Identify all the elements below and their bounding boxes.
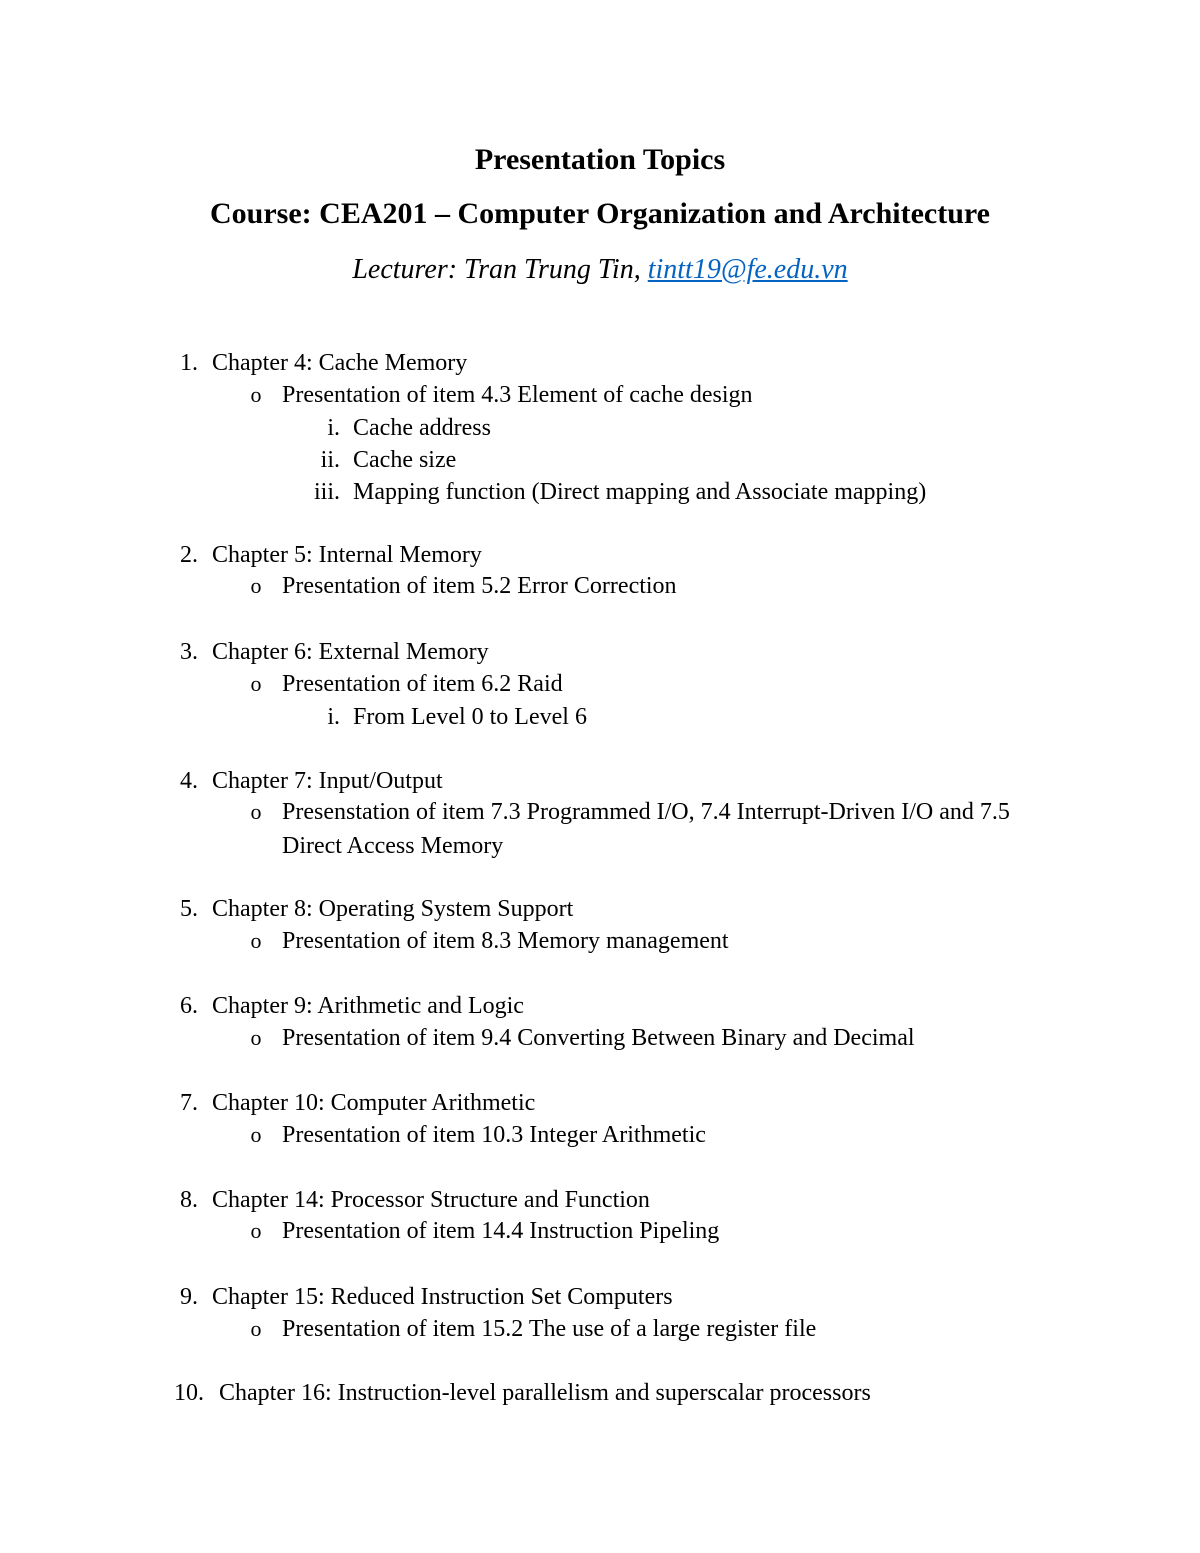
chapter-title: Chapter 14: Processor Structure and Function xyxy=(212,1187,650,1213)
subitem-text: Cache address xyxy=(353,415,491,441)
list-number: 9. xyxy=(180,1284,198,1310)
item-text-continuation: Direct Access Memory xyxy=(282,833,504,859)
bullet-icon: o xyxy=(250,573,262,598)
chapter-title: Chapter 16: Instruction-level parallelism and superscalar processors xyxy=(219,1380,871,1406)
lecturer-line xyxy=(0,250,1200,290)
bullet-icon: o xyxy=(250,382,262,407)
bullet-icon: o xyxy=(250,671,262,696)
lecturer-email-link[interactable]: tintt19@fe.edu.vn xyxy=(647,254,848,285)
bullet-icon: o xyxy=(250,928,262,953)
list-number: 4. xyxy=(180,768,198,794)
item-text: Presentation of item 10.3 Integer Arithmetic xyxy=(282,1122,706,1148)
subitem-text: Mapping function (Direct mapping and Associate mapping) xyxy=(353,479,927,505)
bullet-icon: o xyxy=(250,799,262,824)
bullet-icon: o xyxy=(250,1025,262,1050)
chapter-title: Chapter 7: Input/Output xyxy=(212,768,443,794)
chapter-title: Chapter 8: Operating System Support xyxy=(212,896,574,922)
item-text: Presentation of item 4.3 Element of cache design xyxy=(282,382,753,408)
chapter-title: Chapter 5: Internal Memory xyxy=(212,542,482,568)
item-text: Presentation of item 15.2 The use of a large register file xyxy=(282,1316,817,1342)
roman-number: ii. xyxy=(320,447,340,473)
item-text: Presentation of item 14.4 Instruction Pipeling xyxy=(282,1218,720,1244)
bullet-icon: o xyxy=(250,1218,262,1243)
list-number: 6. xyxy=(180,993,198,1019)
item-text: Presentation of item 5.2 Error Correction xyxy=(282,573,677,599)
course-heading: Course: CEA201 – Computer Organization and Architecture xyxy=(210,197,990,230)
chapter-title: Chapter 4: Cache Memory xyxy=(212,350,468,376)
lecturer-prefix: Lecturer: Tran Trung Tin, xyxy=(352,254,648,285)
chapter-title: Chapter 10: Computer Arithmetic xyxy=(212,1090,536,1116)
list-number: 10. xyxy=(174,1380,204,1406)
list-number: 3. xyxy=(180,639,198,665)
subitem-text: Cache size xyxy=(353,447,457,473)
item-text: Presenstation of item 7.3 Programmed I/O, 7.4 Interrupt-Driven I/O and 7.5 xyxy=(282,799,1010,825)
bullet-icon: o xyxy=(250,1122,262,1147)
bullet-icon: o xyxy=(250,1316,262,1341)
page-title: Presentation Topics xyxy=(474,143,726,176)
item-text: Presentation of item 6.2 Raid xyxy=(282,671,563,697)
list-number: 1. xyxy=(180,350,198,376)
chapter-title: Chapter 15: Reduced Instruction Set Computers xyxy=(212,1284,673,1310)
list-number: 2. xyxy=(180,542,198,568)
roman-number: i. xyxy=(327,704,340,730)
roman-number: iii. xyxy=(313,479,340,505)
item-text: Presentation of item 8.3 Memory management xyxy=(282,928,729,954)
roman-number: i. xyxy=(327,415,340,441)
chapter-title: Chapter 6: External Memory xyxy=(212,639,489,665)
subitem-text: From Level 0 to Level 6 xyxy=(353,704,587,730)
chapter-title: Chapter 9: Arithmetic and Logic xyxy=(212,993,524,1019)
list-number: 8. xyxy=(180,1187,198,1213)
item-text: Presentation of item 9.4 Converting Between Binary and Decimal xyxy=(282,1025,915,1051)
list-number: 5. xyxy=(180,896,198,922)
list-number: 7. xyxy=(180,1090,198,1116)
